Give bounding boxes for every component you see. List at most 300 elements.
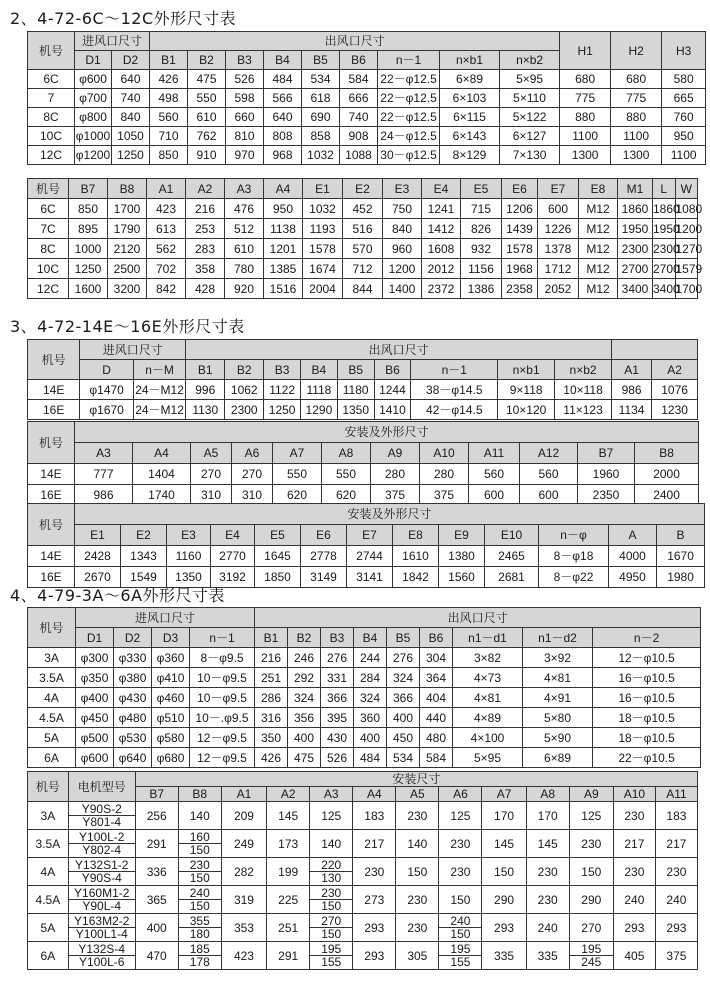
table-cell: 5×90: [523, 728, 593, 748]
header-cell: 机号: [28, 340, 80, 380]
table-cell: 1400: [383, 279, 422, 299]
table-row: [28, 668, 701, 688]
table-cell: 2004: [303, 279, 343, 299]
header-cell: E10: [485, 525, 539, 546]
header-cell: A8: [526, 787, 569, 802]
stacked-value: Y163M2-2: [69, 915, 135, 928]
table-cell: 600: [538, 199, 579, 219]
table-cell: 598: [226, 89, 264, 108]
stacked-value: 160: [179, 831, 221, 844]
table-cell: 1250: [112, 146, 150, 165]
stacked-value: 150: [321, 927, 342, 941]
header-cell: B4: [264, 51, 302, 70]
table-cell: 150: [482, 858, 526, 886]
table-cell: 5×80: [523, 708, 593, 728]
table-row: [28, 259, 698, 279]
table-cell: 2670: [75, 567, 121, 588]
table-cell: 986: [612, 380, 652, 400]
table-cell: φ350: [76, 668, 114, 688]
table-cell: 808: [264, 127, 302, 146]
table-cell: 256: [135, 802, 178, 830]
table-cell: 970: [226, 146, 264, 165]
table-cell: 3×92: [523, 648, 593, 668]
table-cell: 12－φ9.5: [190, 748, 255, 768]
table-cell: 4000: [609, 546, 657, 567]
table-cell: 22－φ12.5: [378, 89, 440, 108]
table-cell: 1032: [303, 199, 343, 219]
table-cell: 173: [267, 830, 310, 858]
table-cell: 680: [611, 70, 662, 89]
table-cell: 1645: [255, 546, 301, 567]
table-cell: 217: [353, 830, 396, 858]
header-cell: L: [653, 179, 676, 199]
table-cell: 475: [188, 70, 226, 89]
table-cell: 584: [420, 748, 453, 768]
table-cell: 2428: [75, 546, 121, 567]
table-cell: 2500: [108, 259, 147, 279]
table-cell: 710: [150, 127, 188, 146]
table-cell: 618: [302, 89, 340, 108]
table-cell: 5×95: [500, 70, 560, 89]
table-6c-12c-mounting: [27, 178, 703, 299]
table-row: [28, 708, 701, 728]
section-title-1: 2、4-72-6C～12C外形尺寸表: [10, 9, 237, 28]
table-cell: 24－M12: [133, 380, 185, 400]
header-cell: B1: [186, 360, 225, 380]
table-cell: 1300: [611, 146, 662, 165]
table-cell: 305: [396, 942, 439, 970]
table-cell: 1201: [264, 239, 303, 259]
table-14e-16e-mounting-e: [27, 503, 705, 588]
table-cell: 550: [188, 89, 226, 108]
table-cell: 1968: [502, 259, 538, 279]
table-cell: 230: [613, 858, 655, 886]
table-cell: φ530: [114, 728, 152, 748]
header-cell: A11: [469, 443, 520, 464]
table-cell: 560: [469, 464, 520, 485]
header-cell: B7: [135, 787, 178, 802]
header-cell: B3: [226, 51, 264, 70]
table-cell: 950: [662, 127, 706, 146]
table-cell: 715: [461, 199, 502, 219]
header-cell: D2: [112, 51, 150, 70]
header-row: [28, 443, 699, 464]
table-cell: 562: [147, 239, 186, 259]
table-cell: 199: [267, 858, 310, 886]
table-cell: 4A: [28, 688, 76, 708]
header-cell: n×b2: [555, 360, 612, 380]
table-cell: 4×89: [453, 708, 523, 728]
table-cell: 22－φ12.5: [378, 108, 440, 127]
header-cell: 进风口尺寸: [75, 32, 150, 51]
table-cell: [267, 802, 310, 830]
table-cell: 280: [420, 464, 469, 485]
table-cell: 960: [383, 239, 422, 259]
table-cell: 30－φ12.5: [378, 146, 440, 165]
table-cell: 8C: [28, 108, 75, 127]
table-cell: φ460: [152, 688, 190, 708]
table-cell: 450: [387, 728, 420, 748]
table-cell: 620: [322, 485, 371, 506]
table-cell: 775: [611, 89, 662, 108]
table-cell: 550: [273, 464, 322, 485]
table-cell: φ680: [152, 748, 190, 768]
table-cell: 8C: [28, 239, 69, 259]
table-cell: 6×89: [440, 70, 500, 89]
header-cell: A12: [520, 443, 578, 464]
header-cell: A10: [613, 787, 655, 802]
header-cell: B7: [69, 179, 108, 199]
stacked-value: Y100L-2: [69, 831, 135, 844]
table-cell: 3.5A: [28, 668, 76, 688]
table-cell: 2400: [635, 485, 699, 506]
header-cell: A2: [267, 787, 310, 802]
stacked-value: 195: [570, 943, 613, 956]
table-row: [28, 942, 698, 970]
table-cell: 400: [135, 914, 178, 942]
table-cell: 1950: [618, 219, 653, 239]
table-row: [28, 127, 706, 146]
stacked-value: Y132S1-2: [69, 859, 135, 872]
table-cell: φ330: [114, 648, 152, 668]
header-cell: n1－d1: [453, 628, 523, 648]
header-cell: W: [675, 179, 698, 199]
table-cell: 276: [387, 648, 420, 668]
header-cell: n×b1: [440, 51, 500, 70]
table-cell: 3200: [108, 279, 147, 299]
table-cell: 11×123: [555, 400, 612, 420]
table-cell: [178, 886, 221, 914]
table-cell: 230: [439, 858, 482, 886]
table-cell: 1134: [612, 400, 652, 420]
table-cell: 217: [655, 830, 697, 858]
table-cell: 270: [191, 464, 232, 485]
stacked-value: 130: [321, 871, 342, 885]
header-cell: A4: [133, 443, 191, 464]
table-cell: 775: [560, 89, 611, 108]
table-cell: 253: [186, 219, 225, 239]
header-cell: A3: [225, 179, 264, 199]
header-cell: A3: [310, 787, 353, 802]
table-cell: 24－M12: [133, 400, 185, 420]
header-cell: B6: [340, 51, 378, 70]
table-cell: 6×103: [440, 89, 500, 108]
table-cell: 5×95: [453, 748, 523, 768]
stacked-value: 150: [321, 899, 342, 913]
table-cell: 125: [310, 802, 353, 830]
table-cell: 1088: [340, 146, 378, 165]
table-row: [28, 886, 698, 914]
table-cell: 125: [569, 802, 613, 830]
header-cell: n－1: [378, 51, 440, 70]
header-cell: E1: [75, 525, 121, 546]
table-cell: 850: [150, 146, 188, 165]
table-cell: 293: [482, 914, 526, 942]
table-cell: 366: [387, 688, 420, 708]
header-cell: A6: [439, 787, 482, 802]
table-cell: 1100: [611, 127, 662, 146]
table-cell: 1850: [255, 567, 301, 588]
table-cell: 526: [226, 70, 264, 89]
header-cell: A9: [569, 787, 613, 802]
table-cell: 750: [383, 199, 422, 219]
table-cell: 620: [273, 485, 322, 506]
table-cell: φ450: [76, 708, 114, 728]
table-cell: 230: [353, 858, 396, 886]
header-cell: B7: [578, 443, 635, 464]
header-cell: E5: [255, 525, 301, 546]
table-cell: 10－.φ9.5: [190, 708, 255, 728]
table-cell: 125: [439, 802, 482, 830]
table-cell: 5A: [28, 728, 76, 748]
table-cell: 150: [396, 858, 439, 886]
table-cell: 42－φ14.5: [411, 400, 498, 420]
header-cell: B8: [178, 787, 221, 802]
table-cell: 475: [288, 748, 321, 768]
header-cell: 机号: [28, 32, 75, 70]
header-cell: A7: [273, 443, 322, 464]
table-cell: 230: [569, 830, 613, 858]
table-cell: 2120: [108, 239, 147, 259]
header-cell: 机号: [28, 179, 69, 199]
table-cell: 484: [354, 748, 387, 768]
header-cell: 出风口尺寸: [255, 608, 701, 628]
table-row: [28, 219, 698, 239]
table-row: [28, 279, 698, 299]
header-cell: D2: [114, 628, 152, 648]
header-cell: E8: [579, 179, 618, 199]
table-cell: 452: [343, 199, 383, 219]
table-cell: 150: [439, 886, 482, 914]
table-cell: 1350: [337, 400, 374, 420]
table-cell: 284: [354, 668, 387, 688]
table-cell: 1410: [374, 400, 411, 420]
table-cell: 364: [420, 668, 453, 688]
table-cell: 880: [611, 108, 662, 127]
header-cell: 安装及外形尺寸: [75, 504, 705, 525]
table-cell: 335: [482, 942, 526, 970]
header-cell: A7: [482, 787, 526, 802]
header-row: [28, 340, 698, 360]
stacked-value: Y100L1-4: [75, 927, 128, 941]
header-cell: n1－d2: [523, 628, 593, 648]
stacked-value: Y160M1-2: [69, 887, 135, 900]
table-cell: 6A: [28, 748, 76, 768]
header-cell: B5: [337, 360, 374, 380]
table-cell: 1100: [560, 127, 611, 146]
table-cell: 170: [482, 802, 526, 830]
section-title-3: 4、4-79-3A～6A外形尺寸表: [10, 586, 226, 605]
table-cell: φ640: [114, 748, 152, 768]
table-cell: φ1000: [75, 127, 112, 146]
header-row: [28, 628, 701, 648]
header-cell: E9: [439, 525, 485, 546]
header-cell: 电机型号: [68, 772, 135, 802]
table-cell: 2770: [211, 546, 255, 567]
table-cell: φ1200: [75, 146, 112, 165]
header-cell: n×b1: [498, 360, 555, 380]
table-cell: 4950: [609, 567, 657, 588]
table-cell: 1608: [422, 239, 461, 259]
header-cell: A1: [221, 787, 266, 802]
table-cell: 358: [186, 259, 225, 279]
stacked-value: 230: [310, 887, 352, 900]
stacked-value: 180: [189, 927, 210, 941]
table-cell: 1241: [422, 199, 461, 219]
table-cell: 534: [302, 70, 340, 89]
table-cell: [310, 858, 353, 886]
table-cell: 375: [420, 485, 469, 506]
table-cell: 640: [264, 108, 302, 127]
header-cell: n－M: [133, 360, 185, 380]
table-cell: φ580: [152, 728, 190, 748]
table-cell: 4×73: [453, 668, 523, 688]
table-row: [28, 830, 698, 858]
header-cell: A5: [191, 443, 232, 464]
table-cell: 1578: [303, 239, 343, 259]
motor-model-cell: [68, 858, 135, 886]
motor-model-cell: [68, 886, 135, 914]
table-cell: 6C: [28, 70, 75, 89]
table-row: [28, 728, 701, 748]
table-cell: 1790: [108, 219, 147, 239]
table-cell: 9×118: [498, 380, 555, 400]
table-row: [28, 802, 698, 830]
table-cell: 282: [221, 858, 266, 886]
stacked-value: 178: [189, 955, 210, 969]
table-cell: 1138: [264, 219, 303, 239]
table-cell: 140: [310, 830, 353, 858]
table-cell: 428: [186, 279, 225, 299]
table-cell: 16－φ10.5: [593, 688, 701, 708]
table-cell: 216: [186, 199, 225, 219]
table-cell: 1380: [439, 546, 485, 567]
header-cell: B: [657, 525, 705, 546]
table-cell: 3400: [653, 279, 676, 299]
header-cell: D1: [75, 51, 112, 70]
table-cell: 950: [264, 199, 303, 219]
table-cell: 1740: [133, 485, 191, 506]
table-cell: 5×110: [500, 89, 560, 108]
table-3a-6a-ports: [27, 607, 701, 768]
fan-number-cell: 4.5A: [28, 886, 69, 914]
table-cell: 273: [353, 886, 396, 914]
table-cell: 1860: [653, 199, 676, 219]
header-cell: B1: [150, 51, 188, 70]
header-cell: E2: [343, 179, 383, 199]
table-cell: 350: [255, 728, 288, 748]
table-cell: 319: [221, 886, 266, 914]
table-cell: 209: [221, 802, 266, 830]
table-cell: 14E: [28, 380, 80, 400]
header-cell: D3: [152, 628, 190, 648]
table-cell: 850: [69, 199, 108, 219]
header-cell: A8: [322, 443, 371, 464]
table-cell: 336: [135, 858, 178, 886]
table-cell: 1076: [652, 380, 698, 400]
table-cell: 1378: [538, 239, 579, 259]
table-cell: 286: [255, 688, 288, 708]
table-cell: 10×118: [555, 380, 612, 400]
table-cell: 12－φ10.5: [593, 648, 701, 668]
table-cell: 16E: [28, 567, 75, 588]
table-cell: 14E: [28, 464, 75, 485]
table-cell: 405: [613, 942, 655, 970]
header-row: [28, 179, 698, 199]
motor-model-cell: [68, 914, 135, 942]
table-cell: 183: [655, 802, 697, 830]
header-cell: B5: [387, 628, 420, 648]
table-cell: 1050: [112, 127, 150, 146]
header-cell: B4: [301, 360, 338, 380]
table-row: [28, 464, 699, 485]
stacked-value: 195: [439, 943, 481, 956]
table-cell: 2052: [538, 279, 579, 299]
header-cell: A11: [655, 787, 697, 802]
table-cell: 423: [221, 942, 266, 970]
fan-number-cell: 3A: [28, 802, 69, 830]
table-cell: 230: [439, 830, 482, 858]
table-14e-16e-ports: [27, 339, 698, 420]
stacked-value: 150: [189, 899, 210, 913]
table-cell: 1080: [675, 199, 698, 219]
motor-model-cell: [68, 802, 135, 830]
table-cell: 2700: [653, 259, 676, 279]
fan-number-cell: 3.5A: [28, 830, 69, 858]
table-cell: φ510: [152, 708, 190, 728]
header-cell: E7: [538, 179, 579, 199]
table-cell: [569, 942, 613, 970]
table-row: [28, 858, 698, 886]
header-cell: H3: [662, 32, 706, 70]
table-cell: 1842: [393, 567, 439, 588]
header-cell: 机号: [28, 772, 69, 802]
table-cell: 702: [147, 259, 186, 279]
stacked-value: 150: [189, 843, 210, 857]
table-cell: 920: [225, 279, 264, 299]
table-cell: 2700: [618, 259, 653, 279]
table-cell: 1674: [303, 259, 343, 279]
table-cell: 217: [613, 830, 655, 858]
table-cell: 430: [321, 728, 354, 748]
stacked-value: Y90S-2: [69, 803, 135, 816]
header-cell: H2: [611, 32, 662, 70]
header-cell: D: [80, 360, 133, 380]
table-cell: 880: [560, 108, 611, 127]
header-cell: E3: [383, 179, 422, 199]
table-cell: 10－φ9.5: [190, 688, 255, 708]
header-cell: 机号: [28, 608, 76, 648]
header-cell: A2: [652, 360, 698, 380]
table-cell: 680: [560, 70, 611, 89]
table-cell: 968: [264, 146, 302, 165]
table-cell: 640: [112, 70, 150, 89]
table-cell: 1404: [133, 464, 191, 485]
stacked-value: 145: [278, 808, 299, 823]
table-cell: 404: [420, 688, 453, 708]
stacked-value: 150: [189, 871, 210, 885]
table-cell: 560: [150, 108, 188, 127]
table-cell: 4.5A: [28, 708, 76, 728]
table-cell: 230: [655, 858, 697, 886]
header-row: [28, 422, 699, 443]
table-cell: φ400: [76, 688, 114, 708]
table-cell: 1244: [374, 380, 411, 400]
table-cell: 293: [655, 914, 697, 942]
table-cell: 395: [321, 708, 354, 728]
table-cell: 230: [526, 886, 569, 914]
table-cell: 270: [232, 464, 273, 485]
